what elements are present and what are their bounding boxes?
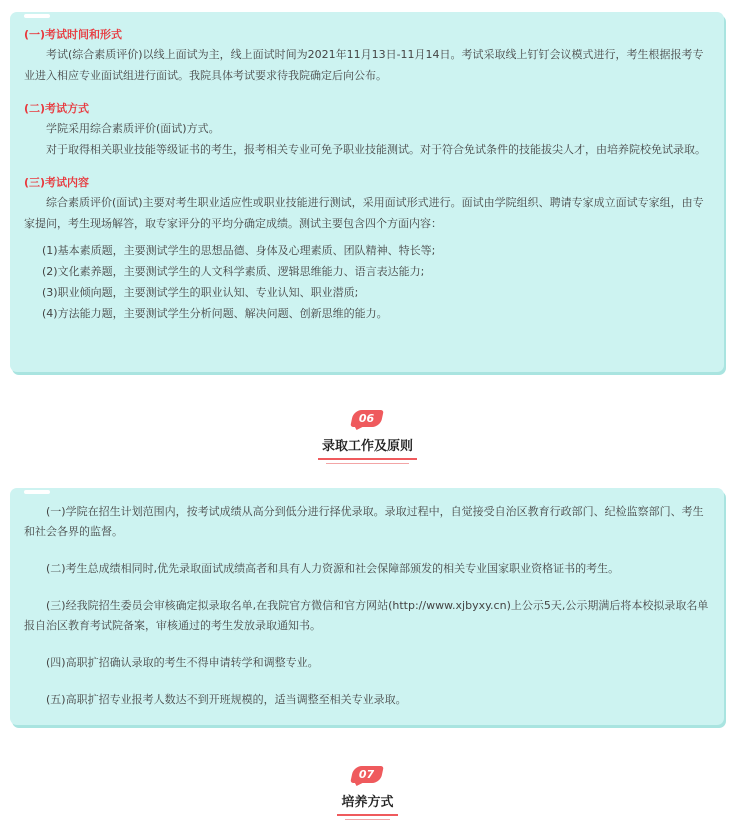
section-title: 培养方式 — [337, 791, 397, 816]
admission-paragraph: (五)高职扩招专业报考人数达不到开班规模的，适当调整至相关专业录取。 — [46, 693, 407, 706]
admission-paragraph: (四)高职扩招确认录取的考生不得申请转学和调整专业。 — [46, 656, 319, 669]
paragraph-exam-method-b: 对于取得相关职业技能等级证书的考生，报考相关专业可免予职业技能测试。对于符合免试条件的技能拔尖人才，由培养院校免试录取。 — [46, 143, 706, 156]
paragraph-exam-time: 考试(综合素质评价)以线上面试为主，线上面试时间为2021年11月13日-11月14日。考试采取线上钉钉会议模式进行，考生根据报考专业进入相应专业面试组进行面试。我院具体考试要求待我院确定后向公布。 — [24, 48, 704, 82]
heading-exam-time: (一)考试时间和形式 — [24, 28, 123, 41]
section-number-badge — [352, 410, 384, 428]
section-number: 06 — [358, 412, 375, 425]
section-header-07 — [0, 766, 735, 816]
list-item: (2)文化素养题，主要测试学生的人文科学素质、逻辑思维能力、语言表达能力; — [42, 265, 425, 278]
admission-paragraph: (三)经我院招生委员会审核确定拟录取名单,在我院官方微信和官方网站(http://www.xjbyxy.cn)上公示5天,公示期满后将本校拟录取名单报自治区教育考试院备案，审核通过的考生发放录取通知书。 — [24, 599, 709, 632]
admission-card — [10, 488, 724, 725]
admission-paragraph: (二)考生总成绩相同时,优先录取面试成绩高者和具有人力资源和社会保障部颁发的相关专业国家职业资格证书的考生。 — [46, 562, 620, 575]
list-item: (1)基本素质题，主要测试学生的思想品德、身体及心理素质、团队精神、特长等; — [42, 244, 436, 257]
list-item: (3)职业倾向题，主要测试学生的职业认知、专业认知、职业潜质; — [42, 286, 359, 299]
section-number: 07 — [358, 768, 375, 781]
section-title: 录取工作及原则 — [318, 435, 417, 460]
section-header-06 — [0, 410, 735, 460]
heading-exam-method: (二)考试方式 — [24, 102, 90, 115]
exam-info-card — [10, 12, 724, 372]
heading-exam-content: (三)考试内容 — [24, 176, 90, 189]
paragraph-exam-content: 综合素质评价(面试)主要对考生职业适应性或职业技能进行测试，采用面试形式进行。面试由学院组织、聘请专家成立面试专家组，由专家提问，考生现场解答，取专家评分的平均分确定成绩。测试主要包含四个方面内容： — [24, 196, 704, 230]
admission-paragraph: (一)学院在招生计划范围内，按考试成绩从高分到低分进行择优录取。录取过程中，自觉接受自治区教育行政部门、纪检监察部门、考生和社会各界的监督。 — [24, 505, 704, 538]
paragraph-exam-method-a: 学院采用综合素质评价(面试)方式。 — [46, 122, 220, 135]
list-item: (4)方法能力题，主要测试学生分析问题、解决问题、创新思维的能力。 — [42, 307, 388, 320]
section-number-badge — [352, 766, 384, 784]
